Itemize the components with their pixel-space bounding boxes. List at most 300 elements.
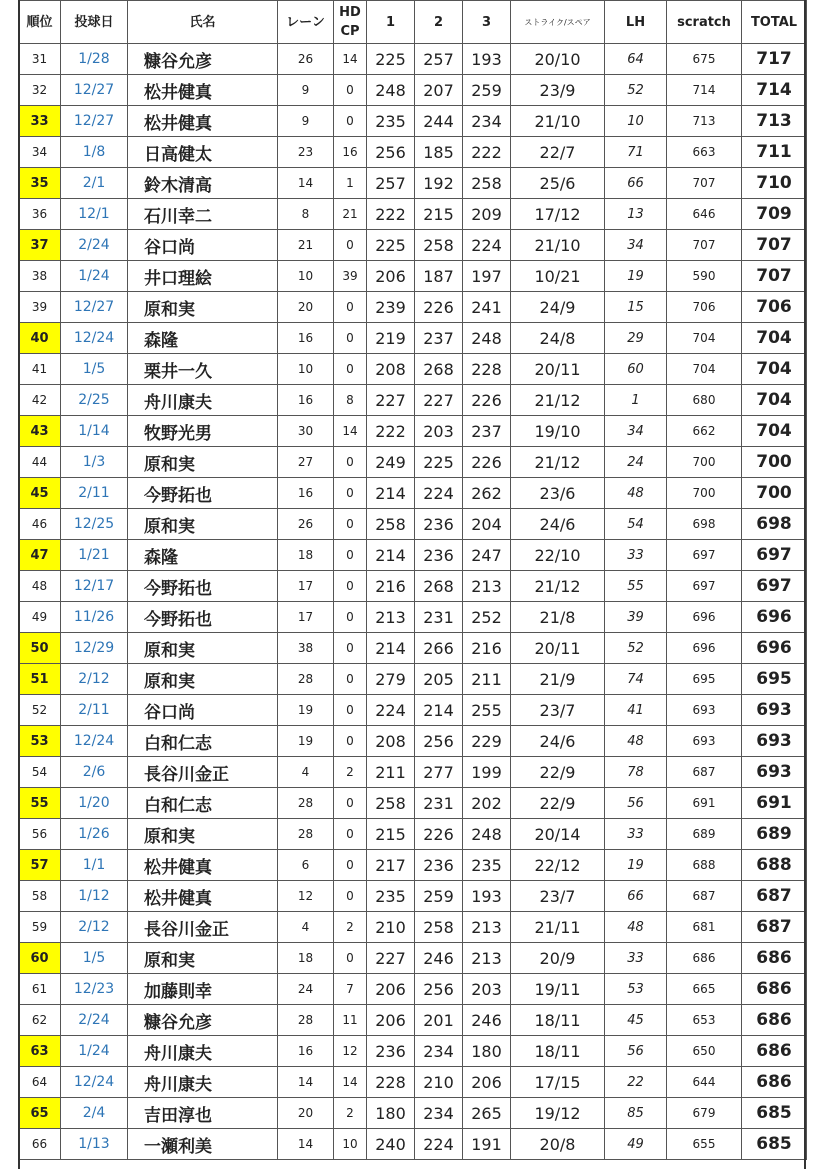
scratch-cell: 714 [667, 75, 742, 106]
header-hdcp [334, 1, 367, 44]
rank-cell: 39 [19, 292, 61, 323]
scratch-cell: 687 [667, 881, 742, 912]
name-cell: 白和仁志 [128, 726, 278, 757]
game-2-cell: 266 [415, 633, 463, 664]
game-2-cell: 259 [415, 881, 463, 912]
game-3-cell: 180 [463, 1036, 511, 1067]
hdcp-cell: 2 [334, 1098, 367, 1129]
game-1-cell: 224 [367, 695, 415, 726]
date-cell: 12/24 [61, 323, 128, 354]
name-cell: 白和仁志 [128, 788, 278, 819]
table-row [19, 540, 807, 571]
name-cell: 谷口尚 [128, 230, 278, 261]
rank-cell: 34 [19, 137, 61, 168]
scratch-cell: 663 [667, 137, 742, 168]
lh-cell: 52 [605, 75, 667, 106]
date-cell: 1/13 [61, 1129, 128, 1160]
date-cell: 2/1 [61, 168, 128, 199]
scratch-cell: 655 [667, 1129, 742, 1160]
scratch-cell: 691 [667, 788, 742, 819]
hdcp-cell: 0 [334, 354, 367, 385]
date-cell: 1/28 [61, 44, 128, 75]
rank-cell: 60 [19, 943, 61, 974]
game-3-cell: 213 [463, 912, 511, 943]
game-3-cell: 246 [463, 1005, 511, 1036]
lane-cell: 8 [278, 199, 334, 230]
lh-cell: 13 [605, 199, 667, 230]
game-2-cell: 226 [415, 292, 463, 323]
total-cell: 709 [742, 199, 807, 230]
game-3-cell: 228 [463, 354, 511, 385]
game-3-cell: 235 [463, 850, 511, 881]
rank-cell: 40 [19, 323, 61, 354]
hdcp-cell: 39 [334, 261, 367, 292]
lane-cell: 24 [278, 974, 334, 1005]
header-game-3: 3 [463, 1, 511, 44]
hdcp-cell: 0 [334, 943, 367, 974]
table-row [19, 757, 807, 788]
total-cell: 697 [742, 540, 807, 571]
header-row [19, 1, 807, 44]
strike-spare-cell: 21/11 [511, 912, 605, 943]
table-row [19, 323, 807, 354]
strike-spare-cell: 24/9 [511, 292, 605, 323]
lane-cell: 16 [278, 1036, 334, 1067]
lane-cell: 14 [278, 168, 334, 199]
date-cell: 1/21 [61, 540, 128, 571]
game-1-cell: 214 [367, 633, 415, 664]
lane-cell: 4 [278, 912, 334, 943]
hdcp-cell: 11 [334, 1005, 367, 1036]
lane-cell: 17 [278, 602, 334, 633]
lh-cell: 45 [605, 1005, 667, 1036]
rank-cell: 51 [19, 664, 61, 695]
name-cell: 松井健真 [128, 881, 278, 912]
lh-cell: 19 [605, 261, 667, 292]
header-strike-spare-label: ストライク/スペア [524, 18, 591, 27]
scratch-cell: 707 [667, 168, 742, 199]
game-1-cell: 216 [367, 571, 415, 602]
game-3-cell: 222 [463, 137, 511, 168]
game-2-cell: 256 [415, 726, 463, 757]
lh-cell: 54 [605, 509, 667, 540]
hdcp-cell: 0 [334, 726, 367, 757]
lane-cell: 10 [278, 261, 334, 292]
game-1-cell: 208 [367, 354, 415, 385]
name-cell: 原和実 [128, 447, 278, 478]
scratch-cell: 697 [667, 540, 742, 571]
scratch-cell: 713 [667, 106, 742, 137]
game-2-cell: 227 [415, 385, 463, 416]
game-1-cell: 206 [367, 261, 415, 292]
name-cell: 石川幸二 [128, 199, 278, 230]
lane-cell: 14 [278, 1129, 334, 1160]
scratch-cell: 653 [667, 1005, 742, 1036]
game-1-cell: 240 [367, 1129, 415, 1160]
total-cell: 687 [742, 881, 807, 912]
game-2-cell: 231 [415, 602, 463, 633]
strike-spare-cell: 24/8 [511, 323, 605, 354]
rank-cell: 41 [19, 354, 61, 385]
name-cell: 原和実 [128, 509, 278, 540]
name-cell: 森隆 [128, 540, 278, 571]
game-1-cell: 213 [367, 602, 415, 633]
lane-cell: 19 [278, 726, 334, 757]
total-cell: 693 [742, 695, 807, 726]
rank-cell: 57 [19, 850, 61, 881]
scratch-cell: 679 [667, 1098, 742, 1129]
name-cell: 糠谷允彦 [128, 44, 278, 75]
lane-cell: 14 [278, 1067, 334, 1098]
game-2-cell: 236 [415, 509, 463, 540]
game-2-cell: 187 [415, 261, 463, 292]
game-1-cell: 208 [367, 726, 415, 757]
total-cell: 691 [742, 788, 807, 819]
rank-cell: 33 [19, 106, 61, 137]
game-3-cell: 193 [463, 44, 511, 75]
table-row [19, 602, 807, 633]
lh-cell: 74 [605, 664, 667, 695]
scratch-cell: 697 [667, 571, 742, 602]
name-cell: 原和実 [128, 633, 278, 664]
lane-cell: 20 [278, 292, 334, 323]
lh-cell: 15 [605, 292, 667, 323]
strike-spare-cell: 20/11 [511, 633, 605, 664]
game-1-cell: 227 [367, 385, 415, 416]
game-2-cell: 256 [415, 974, 463, 1005]
name-cell: 今野拓也 [128, 478, 278, 509]
table-row [19, 354, 807, 385]
lh-cell: 24 [605, 447, 667, 478]
game-2-cell: 234 [415, 1098, 463, 1129]
scratch-cell: 696 [667, 633, 742, 664]
hdcp-cell: 21 [334, 199, 367, 230]
hdcp-cell: 12 [334, 1036, 367, 1067]
rank-cell: 54 [19, 757, 61, 788]
hdcp-cell: 0 [334, 819, 367, 850]
name-cell: 吉田淳也 [128, 1098, 278, 1129]
rank-cell: 31 [19, 44, 61, 75]
game-3-cell: 213 [463, 943, 511, 974]
rank-cell: 63 [19, 1036, 61, 1067]
game-3-cell: 241 [463, 292, 511, 323]
rank-cell: 36 [19, 199, 61, 230]
game-1-cell: 239 [367, 292, 415, 323]
strike-spare-cell: 20/9 [511, 943, 605, 974]
lh-cell: 55 [605, 571, 667, 602]
name-cell: 栗井一久 [128, 354, 278, 385]
game-1-cell: 206 [367, 1005, 415, 1036]
date-cell: 1/20 [61, 788, 128, 819]
date-cell: 1/5 [61, 354, 128, 385]
game-1-cell: 258 [367, 788, 415, 819]
scratch-cell: 590 [667, 261, 742, 292]
game-1-cell: 279 [367, 664, 415, 695]
hdcp-cell: 0 [334, 540, 367, 571]
game-3-cell: 247 [463, 540, 511, 571]
strike-spare-cell: 22/10 [511, 540, 605, 571]
rank-cell: 47 [19, 540, 61, 571]
hdcp-cell: 0 [334, 633, 367, 664]
game-3-cell: 226 [463, 385, 511, 416]
lh-cell: 56 [605, 1036, 667, 1067]
rank-cell: 35 [19, 168, 61, 199]
table-row [19, 788, 807, 819]
hdcp-cell: 2 [334, 912, 367, 943]
lh-cell: 29 [605, 323, 667, 354]
hdcp-cell: 8 [334, 385, 367, 416]
total-cell: 695 [742, 664, 807, 695]
name-cell: 原和実 [128, 664, 278, 695]
table-row [19, 1036, 807, 1067]
strike-spare-cell: 21/12 [511, 385, 605, 416]
strike-spare-cell: 20/10 [511, 44, 605, 75]
date-cell: 2/24 [61, 230, 128, 261]
strike-spare-cell: 10/21 [511, 261, 605, 292]
hdcp-cell: 0 [334, 509, 367, 540]
scratch-cell: 686 [667, 943, 742, 974]
date-cell: 12/23 [61, 974, 128, 1005]
total-cell: 685 [742, 1098, 807, 1129]
lane-cell: 18 [278, 540, 334, 571]
game-3-cell: 234 [463, 106, 511, 137]
game-3-cell: 193 [463, 881, 511, 912]
game-3-cell: 197 [463, 261, 511, 292]
game-2-cell: 203 [415, 416, 463, 447]
hdcp-cell: 0 [334, 695, 367, 726]
hdcp-cell: 14 [334, 416, 367, 447]
lh-cell: 10 [605, 106, 667, 137]
scratch-cell: 644 [667, 1067, 742, 1098]
game-1-cell: 227 [367, 943, 415, 974]
lh-cell: 33 [605, 943, 667, 974]
game-3-cell: 213 [463, 571, 511, 602]
name-cell: 長谷川金正 [128, 757, 278, 788]
date-cell: 2/11 [61, 478, 128, 509]
rank-cell: 49 [19, 602, 61, 633]
game-1-cell: 258 [367, 509, 415, 540]
lane-cell: 10 [278, 354, 334, 385]
strike-spare-cell: 19/12 [511, 1098, 605, 1129]
game-3-cell: 206 [463, 1067, 511, 1098]
game-3-cell: 229 [463, 726, 511, 757]
game-3-cell: 209 [463, 199, 511, 230]
lh-cell: 66 [605, 881, 667, 912]
game-2-cell: 224 [415, 478, 463, 509]
game-3-cell: 191 [463, 1129, 511, 1160]
lh-cell: 34 [605, 230, 667, 261]
header-hdcp-bottom: CP [340, 24, 360, 39]
game-1-cell: 248 [367, 75, 415, 106]
total-cell: 717 [742, 44, 807, 75]
total-cell: 696 [742, 633, 807, 664]
ranking-rows [19, 44, 807, 1160]
strike-spare-cell: 17/12 [511, 199, 605, 230]
name-cell: 加藤則幸 [128, 974, 278, 1005]
strike-spare-cell: 21/9 [511, 664, 605, 695]
game-2-cell: 236 [415, 850, 463, 881]
table-row [19, 1067, 807, 1098]
scratch-cell: 693 [667, 726, 742, 757]
total-cell: 704 [742, 323, 807, 354]
date-cell: 1/1 [61, 850, 128, 881]
table-row [19, 695, 807, 726]
scratch-cell: 689 [667, 819, 742, 850]
lh-cell: 52 [605, 633, 667, 664]
lane-cell: 23 [278, 137, 334, 168]
game-3-cell: 224 [463, 230, 511, 261]
strike-spare-cell: 18/11 [511, 1005, 605, 1036]
lh-cell: 48 [605, 726, 667, 757]
lh-cell: 85 [605, 1098, 667, 1129]
lane-cell: 4 [278, 757, 334, 788]
total-cell: 688 [742, 850, 807, 881]
hdcp-cell: 0 [334, 881, 367, 912]
total-cell: 713 [742, 106, 807, 137]
total-cell: 707 [742, 261, 807, 292]
hdcp-cell: 7 [334, 974, 367, 1005]
table-row [19, 199, 807, 230]
lh-cell: 19 [605, 850, 667, 881]
table-row [19, 1005, 807, 1036]
date-cell: 1/3 [61, 447, 128, 478]
date-cell: 12/29 [61, 633, 128, 664]
hdcp-cell: 2 [334, 757, 367, 788]
table-row [19, 106, 807, 137]
scratch-cell: 693 [667, 695, 742, 726]
game-3-cell: 204 [463, 509, 511, 540]
scratch-cell: 704 [667, 354, 742, 385]
header-rank: 順位 [19, 1, 61, 44]
table-row [19, 168, 807, 199]
scratch-cell: 706 [667, 292, 742, 323]
strike-spare-cell: 23/9 [511, 75, 605, 106]
strike-spare-cell: 22/12 [511, 850, 605, 881]
date-cell: 12/27 [61, 75, 128, 106]
game-2-cell: 192 [415, 168, 463, 199]
game-3-cell: 259 [463, 75, 511, 106]
rank-cell: 45 [19, 478, 61, 509]
name-cell: 松井健真 [128, 75, 278, 106]
game-2-cell: 234 [415, 1036, 463, 1067]
date-cell: 2/24 [61, 1005, 128, 1036]
strike-spare-cell: 21/12 [511, 447, 605, 478]
lane-cell: 28 [278, 788, 334, 819]
game-3-cell: 255 [463, 695, 511, 726]
game-3-cell: 252 [463, 602, 511, 633]
hdcp-cell: 14 [334, 44, 367, 75]
total-cell: 714 [742, 75, 807, 106]
hdcp-cell: 0 [334, 292, 367, 323]
lh-cell: 71 [605, 137, 667, 168]
strike-spare-cell: 17/15 [511, 1067, 605, 1098]
strike-spare-cell: 22/9 [511, 757, 605, 788]
total-cell: 704 [742, 416, 807, 447]
lane-cell: 21 [278, 230, 334, 261]
game-2-cell: 268 [415, 571, 463, 602]
name-cell: 今野拓也 [128, 602, 278, 633]
game-3-cell: 265 [463, 1098, 511, 1129]
header-date: 投球日 [61, 1, 128, 44]
total-cell: 700 [742, 478, 807, 509]
name-cell: 原和実 [128, 819, 278, 850]
strike-spare-cell: 23/6 [511, 478, 605, 509]
name-cell: 日高健太 [128, 137, 278, 168]
name-cell: 舟川康夫 [128, 1067, 278, 1098]
game-2-cell: 225 [415, 447, 463, 478]
lane-cell: 38 [278, 633, 334, 664]
game-1-cell: 180 [367, 1098, 415, 1129]
game-3-cell: 258 [463, 168, 511, 199]
hdcp-cell: 0 [334, 106, 367, 137]
total-cell: 686 [742, 1005, 807, 1036]
date-cell: 2/4 [61, 1098, 128, 1129]
game-2-cell: 236 [415, 540, 463, 571]
hdcp-cell: 1 [334, 168, 367, 199]
lane-cell: 17 [278, 571, 334, 602]
name-cell: 井口理絵 [128, 261, 278, 292]
date-cell: 12/24 [61, 1067, 128, 1098]
game-2-cell: 258 [415, 230, 463, 261]
scratch-cell: 698 [667, 509, 742, 540]
total-cell: 685 [742, 1129, 807, 1160]
rank-cell: 52 [19, 695, 61, 726]
game-2-cell: 201 [415, 1005, 463, 1036]
table-row [19, 881, 807, 912]
total-cell: 696 [742, 602, 807, 633]
lane-cell: 26 [278, 44, 334, 75]
lane-cell: 12 [278, 881, 334, 912]
date-cell: 12/25 [61, 509, 128, 540]
total-cell: 686 [742, 974, 807, 1005]
ranking-table [18, 0, 807, 1160]
scratch-cell: 680 [667, 385, 742, 416]
table-row [19, 230, 807, 261]
date-cell: 2/12 [61, 664, 128, 695]
name-cell: 糠谷允彦 [128, 1005, 278, 1036]
lh-cell: 78 [605, 757, 667, 788]
date-cell: 12/17 [61, 571, 128, 602]
game-2-cell: 215 [415, 199, 463, 230]
lane-cell: 27 [278, 447, 334, 478]
game-3-cell: 199 [463, 757, 511, 788]
game-2-cell: 258 [415, 912, 463, 943]
game-2-cell: 231 [415, 788, 463, 819]
strike-spare-cell: 20/11 [511, 354, 605, 385]
name-cell: 長谷川金正 [128, 912, 278, 943]
lane-cell: 26 [278, 509, 334, 540]
scratch-cell: 675 [667, 44, 742, 75]
lh-cell: 39 [605, 602, 667, 633]
name-cell: 原和実 [128, 292, 278, 323]
date-cell: 2/12 [61, 912, 128, 943]
game-1-cell: 225 [367, 44, 415, 75]
rank-cell: 59 [19, 912, 61, 943]
total-cell: 689 [742, 819, 807, 850]
hdcp-cell: 0 [334, 323, 367, 354]
strike-spare-cell: 24/6 [511, 726, 605, 757]
rank-cell: 32 [19, 75, 61, 106]
header-lane: レーン [278, 1, 334, 44]
game-2-cell: 226 [415, 819, 463, 850]
strike-spare-cell: 22/7 [511, 137, 605, 168]
strike-spare-cell: 22/9 [511, 788, 605, 819]
lane-cell: 30 [278, 416, 334, 447]
game-3-cell: 216 [463, 633, 511, 664]
lane-cell: 20 [278, 1098, 334, 1129]
game-2-cell: 224 [415, 1129, 463, 1160]
game-1-cell: 249 [367, 447, 415, 478]
